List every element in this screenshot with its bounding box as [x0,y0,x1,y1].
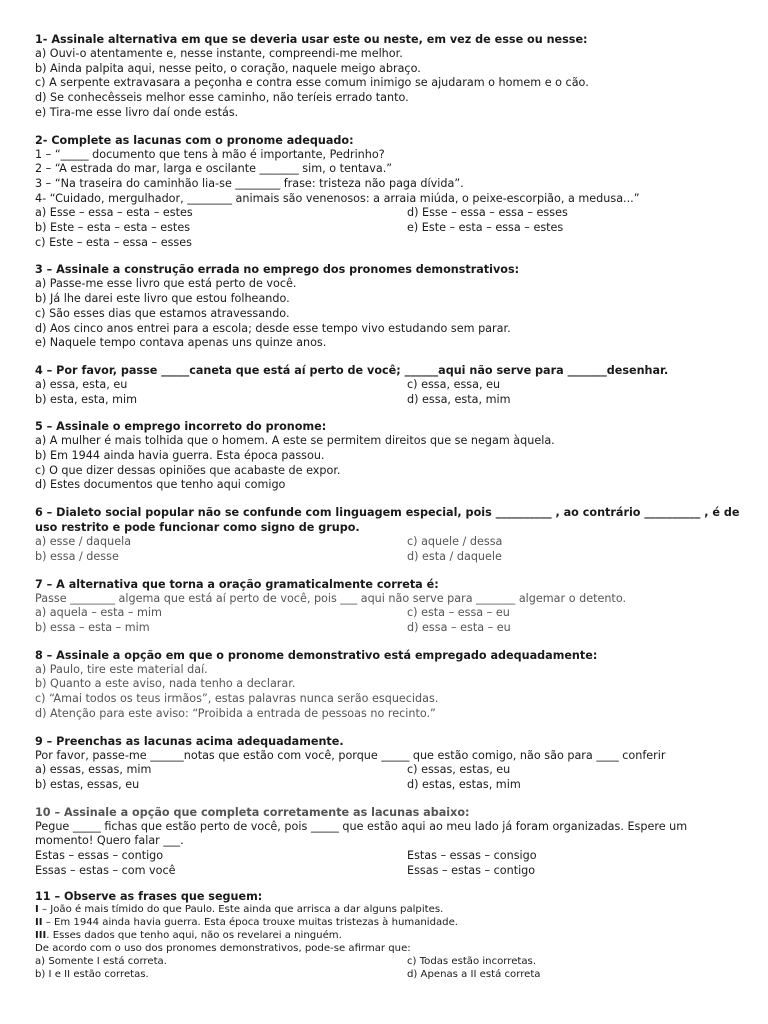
question-title: 1- Assinale alternativa em que se deveria usar este ou neste, em vez de esse ou nesse: [35,33,588,46]
option-b: b) I e II estão corretas. [35,968,149,980]
option-a: a) A mulher é mais tolhida que o homem. A este se permitem direitos que se negam àquela. [35,434,555,448]
option-a: a) Passe-me esse livro que está perto de você. [35,277,297,291]
question-stem: Pegue _____ fichas que estão perto de você, pois _____ que estão aqui ao meu lado já foram organizadas. Espere um momento! Quero falar ___. [35,819,688,848]
statement-3 [35,930,748,943]
statement-2 [35,917,748,930]
option-b: b) Já lhe darei este livro que estou folheando. [35,292,290,306]
statement-number: I [35,904,39,916]
option-b: b) esta, esta, mim [35,392,138,406]
option-b: b) estas, essas, eu [35,777,140,791]
option-d: d) esta / daquele [407,549,502,563]
option-c: c) Este – esta – essa – esses [35,235,192,249]
option-3: Essas – estas – com você [35,863,176,877]
option-a: a) essa, esta, eu [35,377,128,391]
options-grid [35,763,748,792]
option-e: e) Tira-me esse livro daí onde estás. [35,105,239,119]
option-a: a) Esse – essa – esta – estes [35,206,193,220]
question-6 [35,505,748,564]
question-title: 6 – Dialeto social popular não se confunde com linguagem especial, pois __________ , ao contrário __________ , é de uso restrito e pode funcionar como signo de grupo. [35,506,740,535]
option-a: a) esse / daquela [35,535,132,549]
question-stem: Por favor, passe-me ______notas que estão com você, porque _____ que estão comigo, não são para ____ conferir [35,748,666,762]
question-stem: De acordo com o uso dos pronomes demonstrativos, pode-se afirmar que: [35,943,411,955]
option-d: d) Estes documentos que tenho aqui comigo [35,478,286,492]
question-9 [35,734,748,793]
option-d: d) Se conhecêsseis melhor esse caminho, não teríeis errado tanto. [35,91,409,105]
option-1: Estas – essas – contigo [35,849,164,863]
statement-1 [35,904,748,917]
question-title: 4 – Por favor, passe _____caneta que está aí perto de você; ______aqui não serve para _______desenhar. [35,363,669,377]
option-d: d) essa – esta – eu [407,620,511,634]
option-c: c) O que dizer dessas opiniões que acabaste de expor. [35,463,341,477]
question-title: 10 – Assinale a opção que completa corretamente as lacunas abaixo: [35,805,470,819]
option-d: d) Atenção para este aviso: “Proibida a entrada de pessoas no recinto.” [35,706,436,720]
option-c: c) São esses dias que estamos atravessando. [35,306,290,320]
options-grid [35,378,748,407]
question-stem: Passe ________ algema que está aí perto de você, pois ___ aqui não serve para _______ algemar o detento. [35,591,627,605]
option-c: c) essa, essa, eu [407,377,501,391]
option-d: d) essa, esta, mim [407,392,511,406]
option-a: a) Somente I está correta. [35,956,167,968]
option-c: c) “Amai todos os teus irmãos”, estas palavras nunca serão esquecidas. [35,692,439,706]
option-c: c) esta – essa – eu [407,606,510,620]
option-b: b) Este – esta – esta – estes [35,221,191,235]
option-a: a) aquela – esta – mim [35,606,162,620]
statement-text: – Em 1944 ainda havia guerra. Esta época trouxe muitas tristezas à humanidade. [42,917,459,929]
option-b: b) essa – esta – mim [35,620,150,634]
question-4 [35,363,748,407]
option-d: d) Apenas a II está correta [407,968,541,980]
option-b: b) essa / desse [35,549,119,563]
statement-text: . Esses dados que tenho aqui, não os revelarei a ninguém. [46,930,342,942]
option-b: b) Quanto a este aviso, nada tenho a declarar. [35,677,296,691]
question-7 [35,577,748,636]
question-title: 2- Complete as lacunas com o pronome adequado: [35,133,354,147]
option-c: c) essas, estas, eu [407,763,511,777]
question-title: 5 – Assinale o emprego incorreto do pronome: [35,420,327,434]
question-10 [35,805,748,879]
item-3: 3 – “Na traseira do caminhão lia-se ________ frase: tristeza não paga dívida”. [35,176,464,190]
item-4: 4- “Cuidado, mergulhador, ________ animais são venenosos: a arraia miúda, o peixe-escorpião, a medusa...” [35,191,640,205]
option-d: d) Aos cinco anos entrei para a escola; desde esse tempo vivo estudando sem parar. [35,321,511,335]
question-title: 7 – A alternativa que torna a oração gramaticalmente correta é: [35,577,439,591]
question-title: 3 – Assinale a construção errada no emprego dos pronomes demonstrativos: [35,263,520,277]
option-e: e) Naquele tempo contava apenas uns quinze anos. [35,336,327,350]
option-e: e) Este – esta – essa – estes [407,221,564,235]
options-grid [35,849,748,878]
statement-number: III [35,930,47,942]
option-c: c) A serpente extravasara a peçonha e contra esse comum inimigo se ajudaram o homem e o cão. [35,76,589,90]
question-5 [35,419,748,493]
item-2: 2 – “A estrada do mar, larga e oscilante _______ sim, o tentava.” [35,162,393,176]
option-b: b) Em 1944 ainda havia guerra. Esta época passou. [35,449,325,463]
option-a: a) Paulo, tire este material daí. [35,662,208,676]
statement-number: II [35,917,43,929]
option-a: a) essas, essas, mim [35,763,152,777]
question-title: 8 – Assinale a opção em que o pronome demonstrativo está empregado adequadamente: [35,648,598,662]
question-11 [35,890,748,981]
option-c: c) Todas estão incorretas. [407,956,537,968]
question-title: 9 – Preenchas as lacunas acima adequadamente. [35,734,344,748]
options-grid [35,956,748,982]
options-grid [35,606,748,635]
option-2: Estas – essas – consigo [407,849,537,863]
option-a: a) Ouvi-o atentamente e, nesse instante, compreendi-me melhor. [35,47,403,60]
question-1 [35,32,748,121]
option-b: b) Ainda palpita aqui, nesse peito, o coração, naquele meigo abraço. [35,61,421,75]
options-grid [35,206,748,250]
option-4: Essas – estas – contigo [407,863,536,877]
question-3 [35,262,748,351]
question-title: 11 – Observe as frases que seguem: [35,890,263,904]
options-grid [35,535,748,564]
question-8 [35,648,748,722]
option-d: d) estas, estas, mim [407,777,521,791]
statement-text: – João é mais tímido do que Paulo. Este ainda que arrisca a dar alguns palpites. [38,904,444,916]
option-c: c) aquele / dessa [407,535,503,549]
option-d: d) Esse – essa – essa – esses [407,206,568,220]
item-1: 1 – “_____ documento que tens à mão é importante, Pedrinho? [35,147,385,161]
question-2 [35,133,748,251]
